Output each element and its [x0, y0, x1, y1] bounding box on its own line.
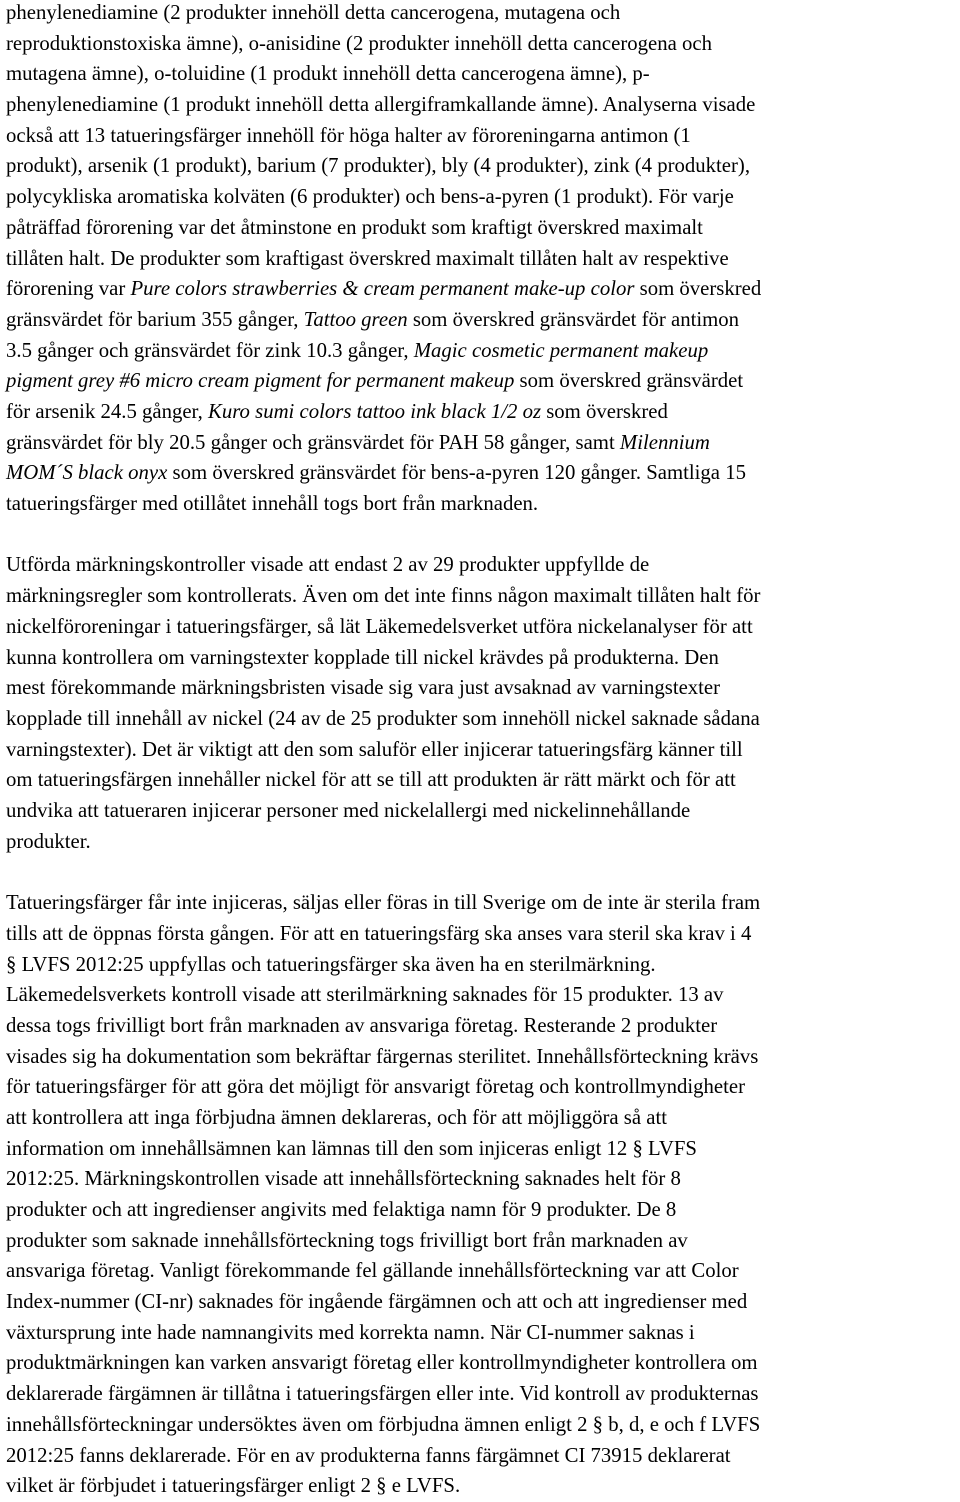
product-name: MOM´S black onyx	[6, 461, 168, 485]
text-run: reproduktionstoxiska ämne), o-anisidine (2 produkter innehöll detta cancerogena och	[6, 31, 712, 55]
text-line	[6, 1164, 954, 1195]
text-line	[6, 796, 954, 827]
text-run: som överskred	[634, 277, 762, 301]
text-line	[6, 305, 954, 336]
text-run: också att 13 tatueringsfärger innehöll för höga halter av föroreningarna antimon (1	[6, 123, 691, 147]
text-line	[6, 888, 954, 919]
product-name: Kuro sumi colors tattoo ink black 1/2 oz	[208, 399, 542, 423]
text-run: information om innehållsämnen kan lämnas till den som injiceras enligt 12 § LVFS	[6, 1136, 697, 1160]
text-run: Tatueringsfärger får inte injiceras, säljas eller föras in till Sverige om de inte är sterila fram	[6, 891, 761, 915]
product-name: Magic cosmetic permanent makeup	[413, 338, 709, 362]
text-line	[6, 1441, 954, 1472]
text-run: som överskred gränsvärdet för bens-a-pyren 120 gånger. Samtliga 15	[167, 461, 746, 485]
text-line	[6, 1011, 954, 1042]
text-run: § LVFS 2012:25 uppfyllas och tatueringsfärger ska även ha en sterilmärkning.	[6, 952, 656, 976]
text-run: tatueringsfärger med otillåtet innehåll togs bort från marknaden.	[6, 492, 539, 515]
text-run: vilket är förbjudet i tatueringsfärger enligt 2 § e LVFS.	[6, 1474, 461, 1498]
text-line	[6, 213, 954, 244]
text-line	[6, 950, 954, 981]
text-line	[6, 90, 954, 121]
text-line	[6, 550, 954, 581]
text-run: kunna kontrollera om varningstexter kopplade till nickel krävdes på produkterna. Den	[6, 645, 719, 669]
text-line	[6, 244, 954, 275]
text-run: innehållsförteckningar undersöktes även om förbjudna ämnen enligt 2 § b, d, e och f LVFS	[6, 1412, 761, 1436]
text-line	[6, 1103, 954, 1134]
text-run: Läkemedelsverkets kontroll visade att sterilmärkning saknades för 15 produkter. 13 av	[6, 983, 724, 1007]
text-run: phenylenediamine (2 produkter innehöll detta cancerogena, mutagena och	[6, 1, 621, 24]
text-run: gränsvärdet för barium 355 gånger,	[6, 307, 304, 331]
text-run: produkter som saknade innehållsförteckning togs frivilligt bort från marknaden av	[6, 1228, 688, 1252]
text-line	[6, 643, 954, 674]
text-line	[6, 1318, 954, 1349]
text-line	[6, 1410, 954, 1441]
text-line	[6, 673, 954, 704]
text-run: visades sig ha dokumentation som bekräftar färgernas sterilitet. Innehållsförteckning krävs	[6, 1044, 759, 1068]
text-run: produktmärkningen kan varken ansvarigt företag eller kontrollmyndigheter kontrollera om	[6, 1351, 758, 1375]
text-line	[6, 1471, 954, 1502]
text-line	[6, 151, 954, 182]
text-line	[6, 1042, 954, 1073]
text-line	[6, 489, 954, 520]
text-line	[6, 1348, 954, 1379]
text-run: som överskred gränsvärdet	[514, 369, 744, 393]
text-run: som överskred gränsvärdet för antimon	[407, 307, 740, 331]
text-line	[6, 121, 954, 152]
text-line	[6, 182, 954, 213]
text-run: dessa togs frivilligt bort från marknaden av ansvariga företag. Resterande 2 produkter	[6, 1013, 718, 1037]
text-line	[6, 581, 954, 612]
text-line	[6, 765, 954, 796]
text-run: produkt), arsenik (1 produkt), barium (7 produkter), bly (4 produkter), zink (4 produkter),	[6, 154, 751, 178]
text-run: 2012:25 fanns deklarerade. För en av produkterna fanns färgämnet CI 73915 deklarerat	[6, 1443, 731, 1467]
text-line	[6, 1287, 954, 1318]
text-line	[6, 366, 954, 397]
text-line	[6, 29, 954, 60]
text-run: nickelföroreningar i tatueringsfärger, så lät Läkemedelsverket utföra nickelanalyser för att	[6, 614, 753, 638]
text-run: om tatueringsfärgen innehåller nickel för att se till att produkten är rätt märkt och för att	[6, 768, 736, 792]
text-line	[6, 0, 954, 29]
text-run: varningstexter). Det är viktigt att den som saluför eller injicerar tatueringsfärg känner till	[6, 737, 743, 761]
text-run: gränsvärdet för bly 20.5 gånger och gränsvärdet för PAH 58 gånger, samt	[6, 430, 620, 454]
text-line	[6, 735, 954, 766]
text-line	[6, 336, 954, 367]
text-run: ansvariga företag. Vanligt förekommande fel gällande innehållsförteckning var att Color	[6, 1259, 739, 1283]
text-run: växtursprung inte hade namnangivits med korrekta namn. När CI-nummer saknas i	[6, 1320, 695, 1344]
text-run: att kontrollera att inga förbjudna ämnen deklareras, och för att möjliggöra så att	[6, 1105, 667, 1129]
document-page	[6, 0, 956, 1502]
product-name: Milennium	[619, 430, 710, 454]
product-name: Tattoo green	[303, 307, 408, 331]
product-name: Pure colors strawberries & cream permanent make-up color	[130, 277, 635, 301]
text-line	[6, 919, 954, 950]
text-run: kopplade till innehåll av nickel (24 av de 25 produkter som innehöll nickel saknade sådana	[6, 706, 760, 730]
text-run: undvika att tatueraren injicerar personer med nickelallergi med nickelinnehållande	[6, 798, 691, 822]
text-run: 2012:25. Märkningskontrollen visade att innehållsförteckning saknades helt för 8	[6, 1167, 681, 1191]
text-run: förorening var	[6, 277, 131, 301]
text-line	[6, 612, 954, 643]
text-line	[6, 1226, 954, 1257]
text-run: mest förekommande märkningsbristen visade sig vara just avsaknad av varningstexter	[6, 676, 721, 700]
text-run: påträffad förorening var det åtminstone en produkt som kraftigt överskred maximalt	[6, 215, 703, 239]
product-name: pigment grey #6 micro cream pigment for permanent makeup	[6, 369, 515, 393]
text-run: som överskred	[541, 399, 668, 423]
text-run: phenylenediamine (1 produkt innehöll detta allergiframkallande ämne). Analyserna visade	[6, 93, 756, 117]
text-line	[6, 704, 954, 735]
text-line	[6, 397, 954, 428]
text-run: produkter och att ingredienser angivits med felaktiga namn för 9 produkter. De 8	[6, 1198, 677, 1222]
text-line	[6, 59, 954, 90]
text-line	[6, 1379, 954, 1410]
text-run: produkter.	[6, 829, 91, 853]
text-line	[6, 428, 954, 459]
paragraph-gap	[6, 857, 956, 888]
text-run: polycykliska aromatiska kolväten (6 produkter) och bens-a-pyren (1 produkt). För varje	[6, 185, 734, 209]
paragraph-2	[6, 550, 956, 857]
text-run: tillåten halt. De produkter som kraftigast överskred maximalt tillåten halt av respektive	[6, 246, 729, 270]
text-line	[6, 458, 954, 489]
text-line	[6, 1134, 954, 1165]
text-run: 3.5 gånger och gränsvärdet för zink 10.3 gånger,	[6, 338, 414, 362]
text-run: för tatueringsfärger för att göra det möjligt för ansvarigt företag och kontrollmyndigheter	[6, 1075, 746, 1099]
text-line	[6, 1072, 954, 1103]
text-run: för arsenik 24.5 gånger,	[6, 399, 209, 423]
text-run: Utförda märkningskontroller visade att endast 2 av 29 produkter uppfyllde de	[6, 553, 650, 577]
paragraph-gap	[6, 520, 956, 551]
text-line	[6, 1256, 954, 1287]
text-run: mutagena ämne), o-toluidine (1 produkt innehöll detta cancerogena ämne), p-	[6, 62, 650, 86]
text-run: märkningsregler som kontrollerats. Även om det inte finns någon maximalt tillåten halt för	[6, 584, 761, 608]
text-line	[6, 827, 954, 858]
paragraph-3	[6, 888, 956, 1502]
text-run: Index-nummer (CI-nr) saknades för ingående färgämnen och att och att ingredienser med	[6, 1290, 748, 1314]
text-run: deklarerade färgämnen är tillåtna i tatueringsfärgen eller inte. Vid kontroll av produkternas	[6, 1382, 759, 1406]
text-line	[6, 980, 954, 1011]
text-line	[6, 274, 954, 305]
text-line	[6, 1195, 954, 1226]
text-run: tills att de öppnas första gången. För att en tatueringsfärg ska anses vara steril ska krav i 4	[6, 921, 752, 945]
paragraph-1	[6, 0, 956, 520]
